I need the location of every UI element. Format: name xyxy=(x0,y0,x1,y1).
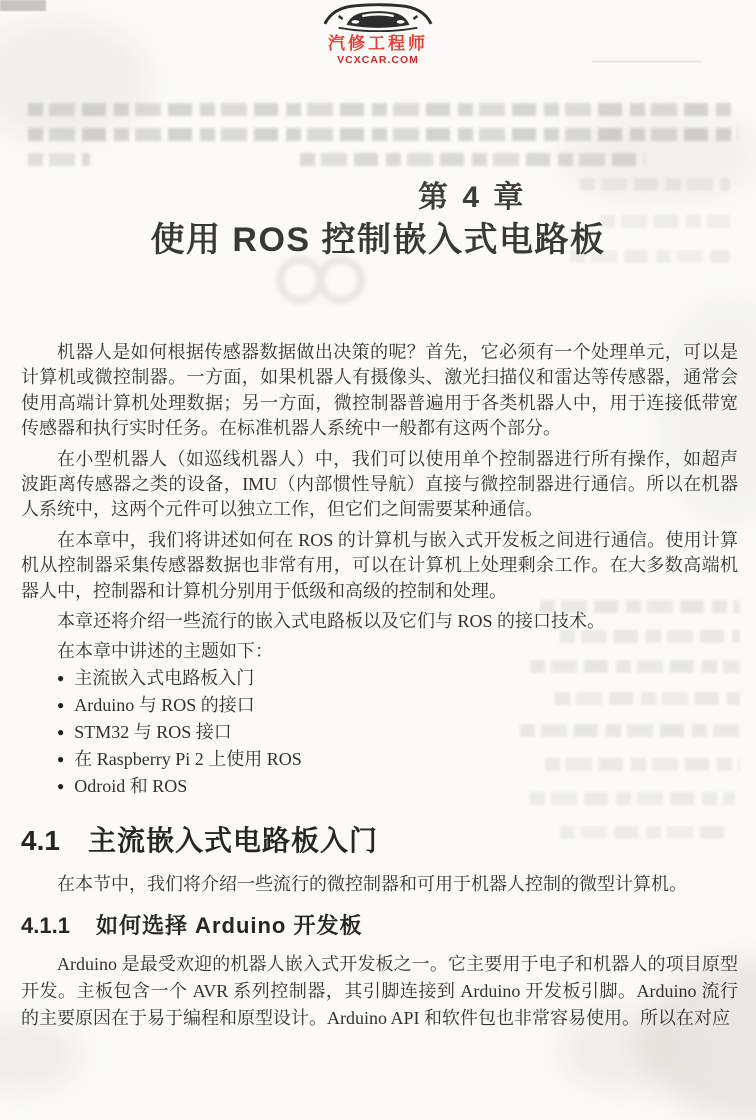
topic-list-item-label: Odroid 和 ROS xyxy=(74,775,188,796)
topic-list-item xyxy=(21,665,738,692)
bullet-icon: ● xyxy=(57,778,65,793)
bullet-icon: ● xyxy=(57,697,65,712)
bleedthrough-arduino-logo xyxy=(276,256,365,309)
paragraph: 在本节中，我们将介绍一些流行的微控制器和可用于机器人控制的微型计算机。 xyxy=(57,873,687,894)
paragraph: 在本章中，我们将讲述如何在 ROS 的计算机与嵌入式开发板之间进行通信。使用计算机从控制器采集传感器数据也非常有用，可以在计算机上处理剩余工作。在大多数高端机器人中，控制器和计算机分别用于低级和高级的控制和处理。 xyxy=(21,529,738,601)
topic-list-item xyxy=(21,746,738,773)
topic-list-item xyxy=(21,773,738,800)
paragraph: 本章还将介绍一些流行的嵌入式电路板以及它们与 ROS 的接口技术。 xyxy=(57,611,606,632)
chapter-number: 第 4 章 xyxy=(418,181,527,214)
topic-list-item xyxy=(21,719,738,746)
bleedthrough-line xyxy=(28,153,90,166)
bleedthrough-line xyxy=(300,153,645,166)
topic-list xyxy=(21,665,738,800)
bleedthrough-line xyxy=(28,128,738,141)
section-title: 主流嵌入式电路板入门 xyxy=(87,824,378,856)
topic-list-item-label: STM32 与 ROS 接口 xyxy=(74,721,232,742)
scan-smudge xyxy=(560,110,756,200)
paragraph: 在小型机器人（如巡线机器人）中，我们可以使用单个控制器进行所有操作，如超声波距离传感器之类的设备，IMU（内部惯性导航）直接与微控制器进行通信。所以在机器人系统中，这两个元件可以独立工作，但它们之间需要某种通信。 xyxy=(21,448,738,520)
section-number: 4.1.1 xyxy=(21,913,70,939)
topic-list-item-label: Arduino 与 ROS 的接口 xyxy=(74,694,255,715)
scan-smudge xyxy=(0,20,150,140)
topic-list-item-label: 主流嵌入式电路板入门 xyxy=(74,667,255,688)
watermark-domain-text: VCXCAR.COM xyxy=(337,54,419,66)
bullet-icon: ● xyxy=(57,724,65,739)
topic-list-item xyxy=(21,692,738,719)
bullet-icon: ● xyxy=(57,670,65,685)
paragraph: 机器人是如何根据传感器数据做出决策的呢？首先，它必须有一个处理单元，可以是计算机或微控制器。一方面，如果机器人有摄像头、激光扫描仪和雷达等传感器，通常会使用高端计算机处理数据；另一方面，微控制器普遍用于各类机器人中，用于连接低带宽传感器和执行实时任务。在标准机器人系统中一般都有这两个部分。 xyxy=(21,342,738,439)
section-number: 4.1 xyxy=(21,824,60,856)
scan-hairline xyxy=(592,61,702,62)
section-heading-4-1-1 xyxy=(21,914,738,938)
paragraph-topics-intro: 在本章中讲述的主题如下： xyxy=(57,641,273,662)
bleedthrough-line xyxy=(580,178,730,191)
bullet-icon: ● xyxy=(57,751,65,766)
scan-corner-mark xyxy=(0,0,46,11)
watermark xyxy=(0,0,756,66)
section-heading-4-1 xyxy=(21,826,738,856)
section-title: 如何选择 Arduino 开发板 xyxy=(95,913,363,939)
paragraph: Arduino 是最受欢迎的机器人嵌入式开发板之一。它主要用于电子和机器人的项目原型开发。主板包含一个 AVR 系列控制器，其引脚连接到 Arduino 开发板引脚。Arduino 流行的主要原因在于易于编程和原型设计。Arduino API 和软件包也非常容易使用。所以在对应 xyxy=(21,954,738,1029)
car-logo-icon xyxy=(319,2,437,32)
topic-list-item-label: 在 Raspberry Pi 2 上使用 ROS xyxy=(74,748,302,769)
chapter-title: 使用 ROS 控制嵌入式电路板 xyxy=(150,221,606,259)
body-text-column xyxy=(21,340,738,1037)
bleedthrough-line xyxy=(28,103,734,116)
watermark-brand-text: 汽修工程师 xyxy=(328,34,428,53)
